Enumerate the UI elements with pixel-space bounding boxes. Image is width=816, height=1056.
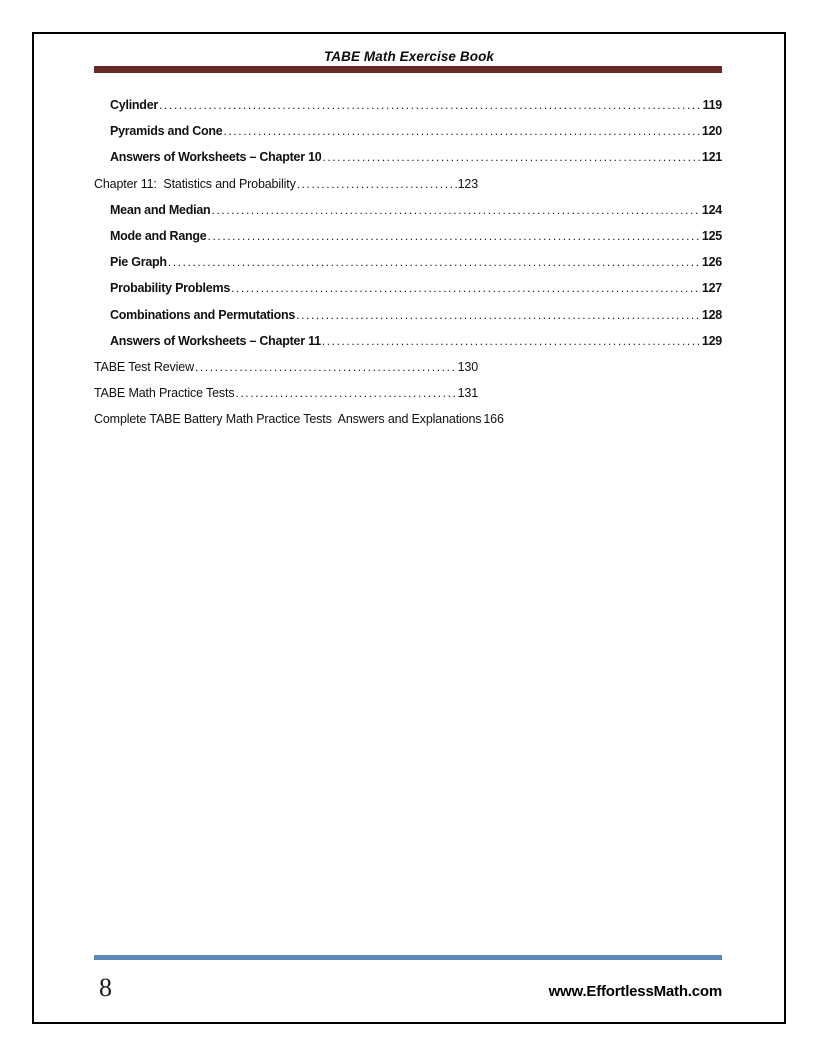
website-link: www.EffortlessMath.com <box>548 983 722 1000</box>
toc-page-number: 127 <box>701 281 722 296</box>
toc-entry-label: Pyramids and Cone <box>110 124 223 139</box>
toc-page-number: 130 <box>457 359 478 374</box>
toc-page-number: 119 <box>702 98 722 112</box>
toc-page-number: 125 <box>701 228 722 243</box>
toc-entry <box>94 171 478 197</box>
dot-leader <box>159 92 702 118</box>
page-footer <box>94 964 722 1012</box>
dot-leader <box>168 249 701 275</box>
toc-entry-label: Complete TABE Battery Math Practice Tests Answers and Explanations <box>94 412 482 427</box>
dot-leader <box>211 197 700 223</box>
toc-page-number: 121 <box>701 150 722 165</box>
toc-entry-label: Mode and Range <box>110 228 207 243</box>
header-rule <box>94 66 722 73</box>
toc-entry-label: Probability Problems <box>110 281 231 296</box>
toc-entry <box>94 275 722 301</box>
toc-entry-label: Chapter 11: Statistics and Probability <box>94 176 296 191</box>
dot-leader <box>235 380 456 406</box>
toc-entry-label: Cylinder <box>110 98 159 112</box>
toc-page-number: 166 <box>483 412 504 427</box>
toc-entry-label: Mean and Median <box>110 202 211 217</box>
toc-entry <box>94 380 478 406</box>
dot-leader <box>208 223 701 249</box>
dot-leader <box>223 118 700 144</box>
dot-leader <box>297 171 457 197</box>
toc-entry <box>94 144 722 170</box>
toc-entry <box>94 223 722 249</box>
footer-rule <box>94 955 722 960</box>
page-number: 8 <box>99 973 112 1002</box>
toc-entry <box>94 354 478 380</box>
toc-entry-label: Answers of Worksheets – Chapter 11 <box>110 333 321 348</box>
toc-entry <box>94 249 722 275</box>
toc-page-number: 123 <box>457 176 478 191</box>
toc-page-number: 124 <box>701 202 722 217</box>
dot-leader <box>231 275 701 301</box>
toc-entry <box>94 92 722 118</box>
toc-entry-label: TABE Test Review <box>94 359 194 374</box>
toc-entry <box>94 302 722 328</box>
page-border <box>32 32 786 1024</box>
toc-entry <box>94 406 504 432</box>
toc-entry <box>94 328 722 354</box>
toc-entry <box>94 118 722 144</box>
toc-page-number: 128 <box>701 307 722 322</box>
toc-page-number: 131 <box>457 386 478 401</box>
toc-entry-label: Pie Graph <box>110 255 167 270</box>
toc-entry-label: Combinations and Permutations <box>110 307 296 322</box>
toc-page-number: 120 <box>701 124 722 139</box>
table-of-contents <box>94 92 722 432</box>
toc-entry-label: TABE Math Practice Tests <box>94 386 235 401</box>
dot-leader <box>296 302 701 328</box>
toc-entry <box>94 197 722 223</box>
toc-entry-label: Answers of Worksheets – Chapter 10 <box>110 150 322 165</box>
dot-leader <box>322 144 700 170</box>
toc-page-number: 126 <box>701 255 722 270</box>
dot-leader <box>322 328 701 354</box>
dot-leader <box>195 354 457 380</box>
page-header-title: TABE Math Exercise Book <box>323 49 495 64</box>
toc-page-number: 129 <box>701 333 722 348</box>
